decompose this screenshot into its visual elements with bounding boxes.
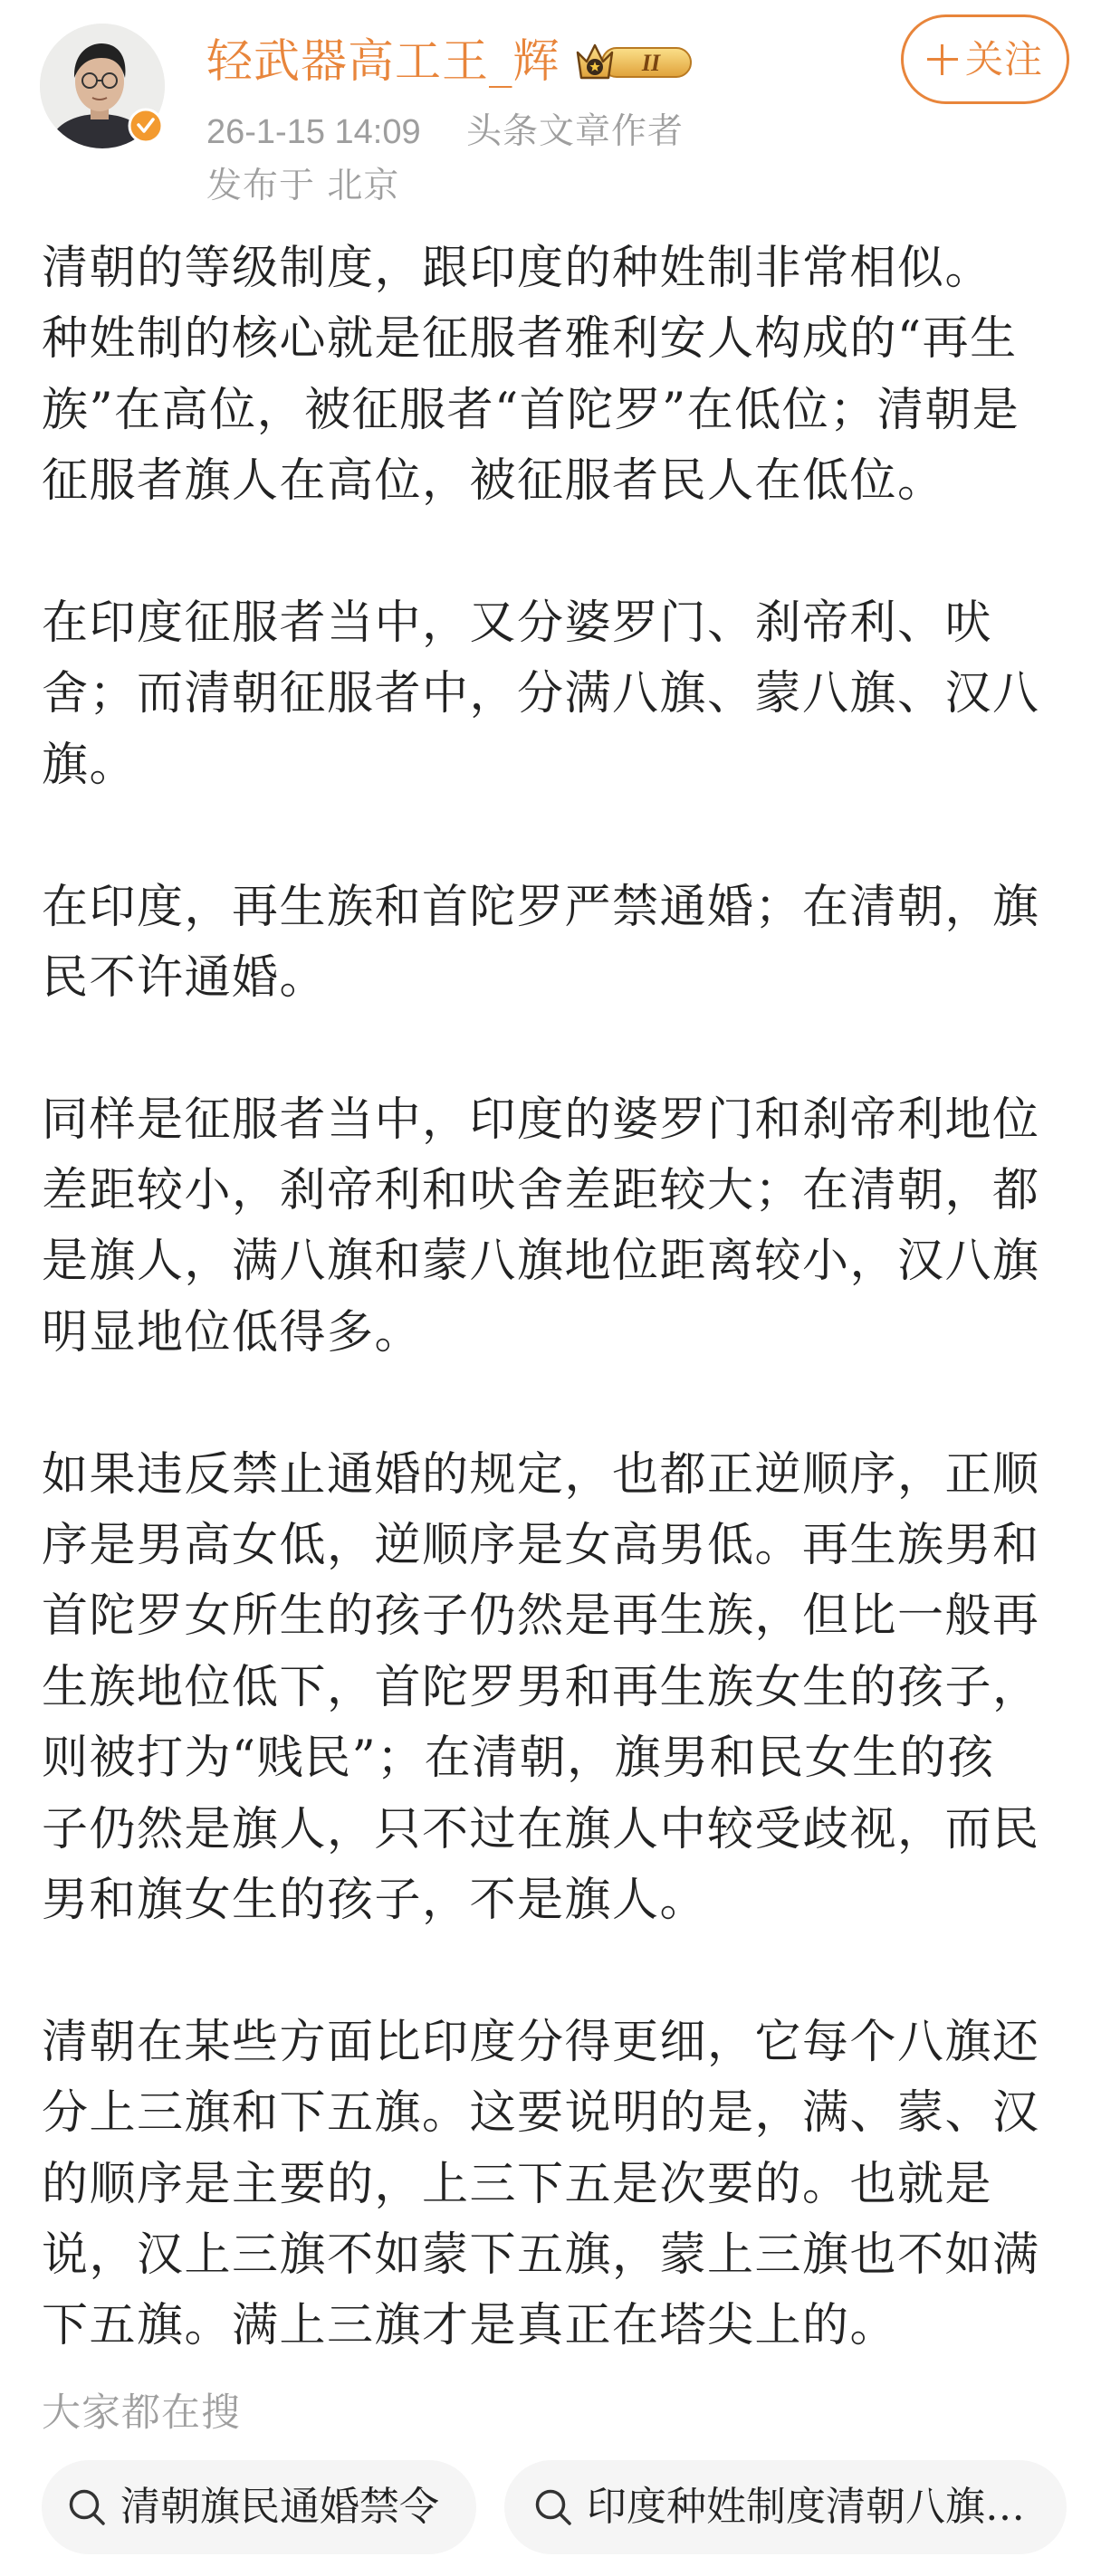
article-paragraph (42, 873, 1092, 1015)
article-line: 首陀罗女所生的孩子仍然是再生族，但比一般再 (42, 1589, 1040, 1644)
article-line: 在印度征服者当中，又分婆罗门、刹帝利、吠 (42, 596, 993, 650)
crown-level-badge-icon (575, 40, 694, 83)
article-line: 序是男高女低，逆顺序是女高男低。再生族男和 (42, 1519, 1040, 1573)
post-timestamp: 26-1-15 14:09 (206, 113, 421, 151)
article-line: 生族地位低下，首陀罗男和再生族女生的孩子， (42, 1660, 1040, 1714)
plus-icon (927, 44, 958, 75)
article-line: 种姓制的核心就是征服者雅利安人构成的“再生 (42, 312, 1018, 367)
article-paragraph (42, 1440, 1092, 1937)
article-line: 同样是征服者当中，印度的婆罗门和刹帝利地位 (42, 1092, 1040, 1147)
author-role: 头条文章作者 (466, 111, 685, 152)
article-line: 族”在高位，被征服者“首陀罗”在低位；清朝是 (42, 383, 1020, 437)
article-line: 明显地位低得多。 (42, 1305, 423, 1360)
related-searches-title: 大家都在搜 (42, 2390, 241, 2436)
search-suggestion-label: 清朝旗民通婚禁令 (120, 2484, 439, 2530)
article-line: 如果违反禁止通婚的规定，也都正逆顺序，正顺 (42, 1447, 1040, 1502)
follow-button-label: 关注 (964, 36, 1043, 81)
article-line: 男和旗女生的孩子，不是旗人。 (42, 1873, 708, 1927)
article-line: 民不许通婚。 (42, 950, 328, 1005)
article-line: 在印度，再生族和首陀罗严禁通婚；在清朝，旗 (42, 880, 1040, 934)
article-line: 清朝的等级制度，跟印度的种姓制非常相似。 (42, 242, 993, 295)
search-suggestion-label: 印度种姓制度清朝八旗… (587, 2484, 1025, 2530)
article-body (42, 234, 1092, 2362)
article-line: 子仍然是旗人，只不过在旗人中较受歧视，而民 (42, 1802, 1040, 1856)
article-line: 征服者旗人在高位，被征服者民人在低位。 (42, 454, 945, 509)
search-icon (66, 2486, 108, 2528)
article-line: 说，汉上三旗不如蒙下五旗，蒙上三旗也不如满 (42, 2228, 1040, 2282)
follow-button[interactable] (901, 14, 1069, 104)
author-name[interactable]: 轻武器高工王_辉 (206, 35, 560, 89)
article-line: 舍；而清朝征服者中，分满八旗、蒙八旗、汉八 (42, 667, 1040, 721)
article-line: 下五旗。满上三旗才是真正在塔尖上的。 (42, 2299, 898, 2353)
verified-badge-icon (128, 108, 164, 144)
level-badge-label: II (641, 50, 661, 76)
article-paragraph (42, 2008, 1092, 2362)
article-line: 差距较小，刹帝利和吠舍差距较大；在清朝，都 (42, 1164, 1040, 1218)
article-line: 是旗人，满八旗和蒙八旗地位距离较小，汉八旗 (42, 1235, 1040, 1289)
article-line: 的顺序是主要的，上三下五是次要的。也就是 (42, 2157, 993, 2211)
article-paragraph (42, 588, 1092, 801)
article-line: 清朝在某些方面比印度分得更细，它每个八旗还 (42, 2015, 1040, 2069)
post-location: 发布于 北京 (206, 166, 400, 206)
article-line: 旗。 (42, 738, 138, 792)
search-suggestion-chip[interactable] (42, 2460, 476, 2554)
article-paragraph (42, 1085, 1092, 1369)
search-suggestion-chip[interactable] (504, 2460, 1067, 2554)
article-line: 则被打为“贱民”；在清朝，旗男和民女生的孩 (42, 1732, 995, 1786)
article-paragraph (42, 234, 1092, 518)
article-line: 分上三旗和下五旗。这要说明的是，满、蒙、汉 (42, 2086, 1040, 2141)
search-icon (532, 2486, 574, 2528)
